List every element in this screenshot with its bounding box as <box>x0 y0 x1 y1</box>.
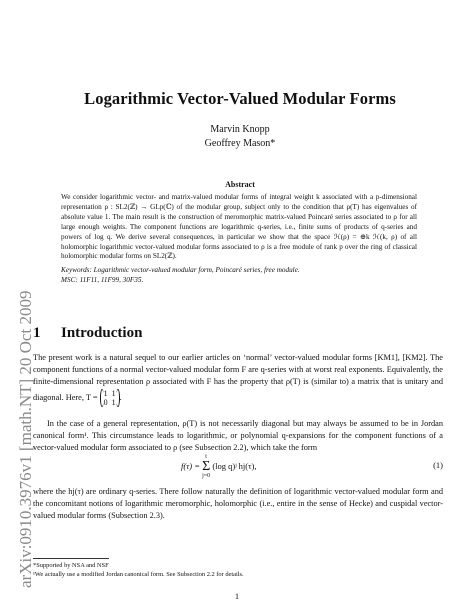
section-title-text: Introduction <box>61 325 143 341</box>
abstract-text: We consider logarithmic vector- and matrix-valued modular forms of integral weight k associated with a p-dimensional representation ρ : SL2(ℤ) → GLp(ℂ) of the modular group, subject only to the condition that ρ(T) has eigenvalues of absolute value 1. The main result is the construction of meromorphic matrix-valued Poincaré series associated to ρ for all large enough weights. The component functions are logarithmic q-series, i.e., finite sums of products of q-series and powers of log q. We derive several consequences, in particular we show that the space ℋ(ρ) = ⊕k ℋ(k, ρ) of all holomorphic logarithmic vector-valued modular forms associated to ρ is a free module of rank p over the ring of classical holomorphic modular forms on SL2(ℤ). <box>61 193 417 261</box>
intro-paragraph-2: In the case of a general representation, ρ(T) is not necessarily diagonal but may always be assumed to be in Jordan canonical form¹. This circumstance leads to logarithmic, or polynomial q-expansions for the component functions of a vector-valued modular form associated to ρ (see Subsection 2.2), which take the form <box>33 419 443 453</box>
author-list <box>40 123 440 150</box>
intro-paragraph-1: The present work is a natural sequel to our earlier articles on ‘normal’ vector-valued modular forms [KM1], [KM2]. The component functions of a normal vector-valued modular form F are q-series with at worst real exponents. Equivalently, the finite-dimensional representation ρ associated with F has the property that ρ(T) is (similar to) a matrix that is unitary and diagonal. Here, T = 1 1 0 1. <box>33 353 443 407</box>
page-number: 1 <box>234 591 240 601</box>
msc-line: MSC: 11F11, 11F99, 30F35. <box>61 276 144 285</box>
section-heading <box>33 325 142 342</box>
equation-body <box>181 454 257 480</box>
equation-1 <box>33 452 443 482</box>
paper-title: Logarithmic Vector-Valued Modular Forms <box>84 89 396 108</box>
matrix-T: 1 1 0 1 <box>100 389 120 407</box>
equation-number: (1) <box>433 460 443 470</box>
sum-symbol: t Σ j=0 <box>202 454 211 479</box>
abstract-heading: Abstract <box>225 180 255 189</box>
author-name: Geoffrey Mason* <box>204 137 276 149</box>
paragraph-text: The present work is a natural sequel to our earlier articles on ‘normal’ vector-valued modular forms [KM1], [KM2]. The component functions of a normal vector-valued modular form F are q-series with at worst real exponents. Equivalently, the finite-dimensional representation ρ associated with F has the property that ρ(T) is (similar to) a matrix that is unitary and diagonal. Here, T = <box>33 353 443 402</box>
arxiv-stamp-text: arXiv:0910.3976v1 [math.NT] 20 Oct 2009 <box>16 290 35 588</box>
abstract-block <box>61 193 417 286</box>
keywords-line: Keywords: Logarithmic vector-valued modular form, Poincaré series, free module. <box>61 266 300 275</box>
footnote: ¹We actually use a modified Jordan canonical form. See Subsection 2.2 for details. <box>33 570 244 578</box>
author-name: Marvin Knopp <box>210 124 270 135</box>
section-number: 1 <box>33 325 41 341</box>
intro-paragraph-3: where the hj(τ) are ordinary q-series. There follow naturally the definition of logarithmic vector-valued modular form and the concomitant notions of logarithmic meromorphic, holomorphic (i.e., entire in the sense of Hecke) and cuspidal vector-valued modular forms (Subsection 2.3). <box>33 487 443 521</box>
footnote-rule <box>33 558 109 559</box>
equation-rhs: (log q)ʲ hj(τ), <box>212 460 257 471</box>
footnote: *Supported by NSA and NSF <box>33 562 109 569</box>
footnotes <box>33 562 443 579</box>
equation-lhs: f(τ) = <box>181 460 200 471</box>
